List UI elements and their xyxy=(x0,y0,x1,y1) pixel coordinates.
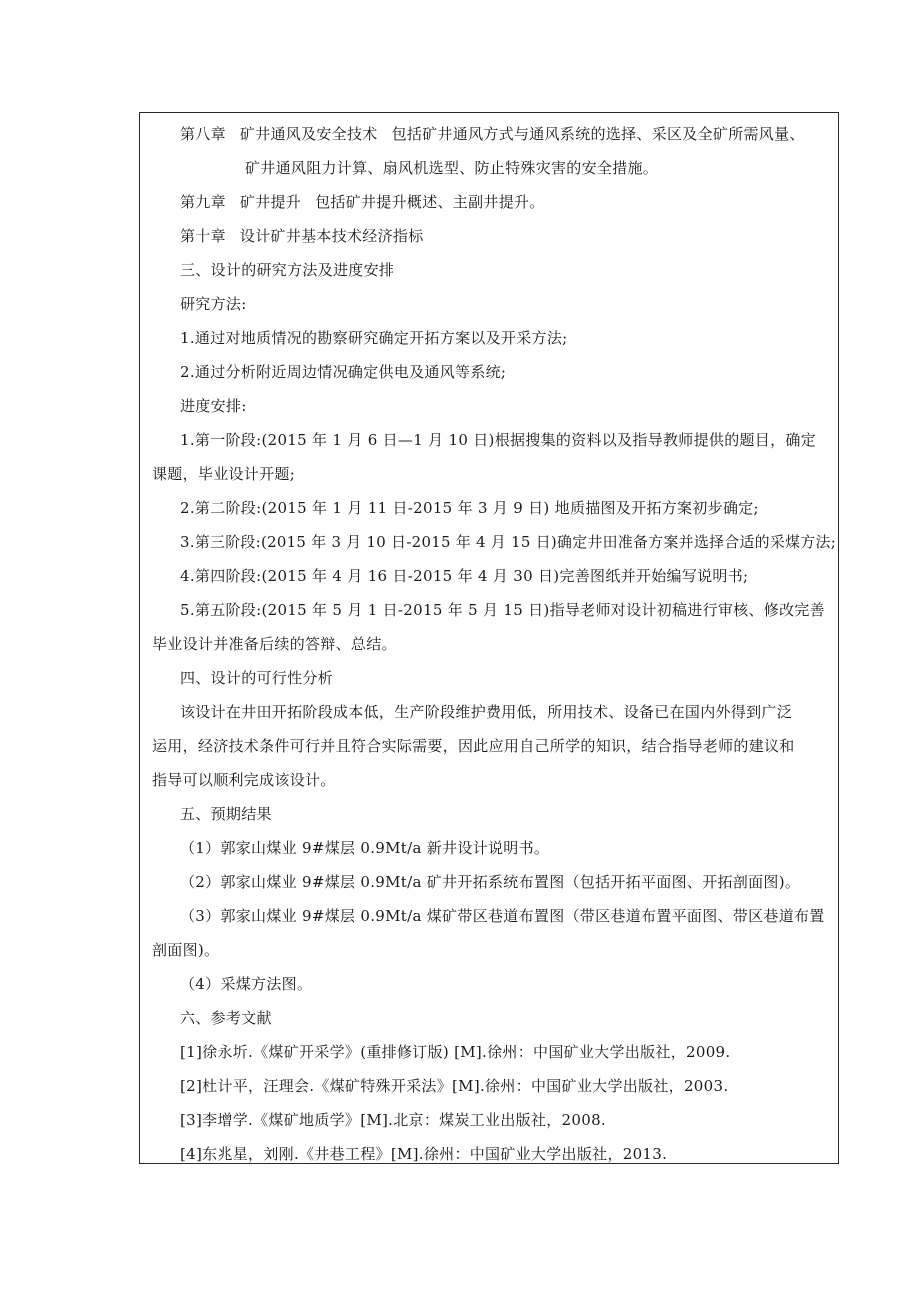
schedule-item-4: 4.第四阶段:(2015 年 4 月 16 日-2015 年 4 月 30 日)完善图纸并开始编写说明书; xyxy=(180,567,749,585)
reference-item-3: [3]李增学.《煤矿地质学》[M].北京：煤炭工业出版社，2008. xyxy=(180,1111,606,1129)
chapter-8-desc: 包括矿井通风方式与通风系统的选择、采区及全矿所需风量、 xyxy=(391,125,805,143)
section5-heading: 五、预期结果 xyxy=(180,805,272,823)
schedule-item-5-cont: 毕业设计并准备后续的答辩、总结。 xyxy=(152,635,397,653)
result-item-4: （4）采煤方法图。 xyxy=(180,975,313,993)
methods-label: 研究方法: xyxy=(180,295,247,313)
result-item-3-cont: 剖面图)。 xyxy=(152,941,220,959)
reference-item-4: [4]东兆星，刘刚.《井巷工程》[M].徐州：中国矿业大学出版社，2013. xyxy=(180,1145,668,1163)
chapter-9-desc: 包括矿井提升概述、主副井提升。 xyxy=(315,193,545,211)
chapter-8 xyxy=(180,124,805,144)
chapter-10 xyxy=(180,226,424,246)
section6-heading: 六、参考文献 xyxy=(180,1009,272,1027)
result-item-2: （2）郭家山煤业 9#煤层 0.9Mt/a 矿井开拓系统布置图（包括开拓平面图、开拓剖面图)。 xyxy=(180,873,801,891)
feasibility-line-1: 该设计在井田开拓阶段成本低，生产阶段维护费用低，所用技术、设备已在国内外得到广泛 xyxy=(180,703,793,721)
feasibility-line-2: 运用，经济技术条件可行并且符合实际需要，因此应用自己所学的知识，结合指导老师的建议和 xyxy=(152,737,795,755)
chapter-9-num: 第九章 xyxy=(180,193,226,211)
section4-heading: 四、设计的可行性分析 xyxy=(180,669,334,687)
schedule-item-3: 3.第三阶段:(2015 年 3 月 10 日-2015 年 4 月 15 日)确定井田准备方案并选择合适的采煤方法; xyxy=(180,533,837,551)
chapter-8-num: 第八章 xyxy=(180,125,226,143)
chapter-10-num: 第十章 xyxy=(180,227,226,245)
result-item-1: （1）郭家山煤业 9#煤层 0.9Mt/a 新井设计说明书。 xyxy=(180,839,550,857)
chapter-9 xyxy=(180,192,545,212)
method-item-1: 1.通过对地质情况的勘察研究确定开拓方案以及开采方法; xyxy=(180,329,568,347)
feasibility-line-3: 指导可以顺利完成该设计。 xyxy=(152,771,336,789)
reference-item-1: [1]徐永圻.《煤矿开采学》(重排修订版) [M].徐州：中国矿业大学出版社，2009. xyxy=(180,1043,731,1061)
schedule-item-5: 5.第五阶段:(2015 年 5 月 1 日-2015 年 5 月 15 日)指导老师对设计初稿进行审核、修改完善 xyxy=(180,601,825,619)
chapter-8-title: 矿井通风及安全技术 xyxy=(239,125,378,143)
schedule-item-2: 2.第二阶段:(2015 年 1 月 11 日-2015 年 3 月 9 日) 地质描图及开拓方案初步确定; xyxy=(180,499,759,517)
section3-heading: 三、设计的研究方法及进度安排 xyxy=(180,261,395,279)
chapter-9-title: 矿井提升 xyxy=(239,193,302,211)
chapter-10-title: 设计矿井基本技术经济指标 xyxy=(239,227,424,245)
reference-item-2: [2]杜计平，汪理会.《煤矿特殊开采法》[M].徐州：中国矿业大学出版社，2003. xyxy=(180,1077,729,1095)
chapter-8-desc-cont: 矿井通风阻力计算、扇风机选型、防止特殊灾害的安全措施。 xyxy=(245,159,659,177)
schedule-item-1-cont: 课题，毕业设计开题; xyxy=(152,465,296,483)
schedule-label: 进度安排: xyxy=(180,397,247,415)
method-item-2: 2.通过分析附近周边情况确定供电及通风等系统; xyxy=(180,363,507,381)
schedule-item-1: 1.第一阶段:(2015 年 1 月 6 日—1 月 10 日)根据搜集的资料以及指导教师提供的题目，确定 xyxy=(180,431,817,449)
result-item-3: （3）郭家山煤业 9#煤层 0.9Mt/a 煤矿带区巷道布置图（带区巷道布置平面图、带区巷道布置 xyxy=(180,907,825,925)
